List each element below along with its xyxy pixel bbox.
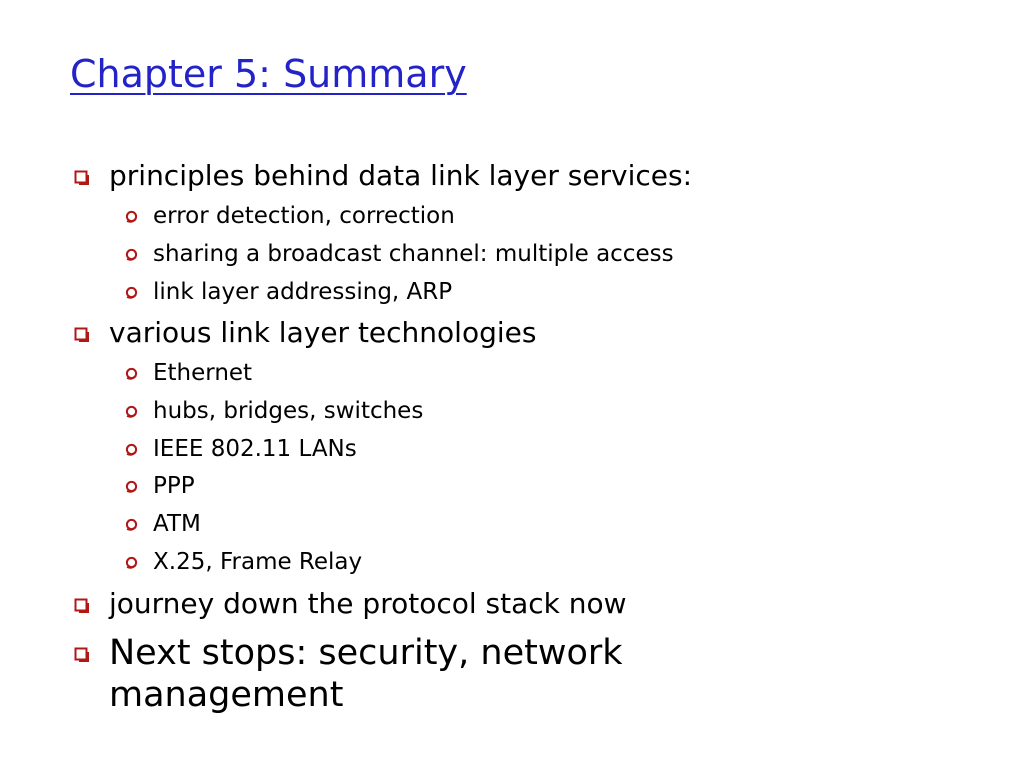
- bullet-text: Next stops: security, network management: [109, 633, 623, 715]
- sub-bullet-text: Ethernet: [153, 360, 253, 386]
- sub-bullet-item: [125, 509, 201, 539]
- bullet-text: principles behind data link layer services:: [109, 159, 693, 192]
- sub-bullet-item: [125, 239, 674, 269]
- sub-bullet-text: sharing a broadcast channel: multiple access: [153, 241, 674, 267]
- sub-bullet-text: PPP: [153, 473, 195, 499]
- slide-title: Chapter 5: Summary: [70, 52, 467, 96]
- sub-bullet-item: [125, 201, 455, 231]
- bullet-item: [74, 158, 692, 194]
- circle-bullet-icon: [125, 518, 138, 531]
- sub-bullet-item: [125, 471, 195, 501]
- square-bullet-icon: [74, 598, 90, 614]
- sub-bullet-text: IEEE 802.11 LANs: [153, 436, 357, 462]
- sub-bullet-text: hubs, bridges, switches: [153, 398, 424, 424]
- square-bullet-icon: [74, 170, 90, 186]
- bullet-item: [74, 315, 536, 351]
- circle-bullet-icon: [125, 405, 138, 418]
- circle-bullet-icon: [125, 210, 138, 223]
- bullet-item: [74, 632, 709, 716]
- circle-bullet-icon: [125, 367, 138, 380]
- sub-bullet-item: [125, 547, 362, 577]
- sub-bullet-item: [125, 358, 252, 388]
- sub-bullet-text: ATM: [153, 511, 201, 537]
- circle-bullet-icon: [125, 443, 138, 456]
- bullet-item: [74, 586, 627, 622]
- sub-bullet-text: error detection, correction: [153, 203, 455, 229]
- sub-bullet-item: [125, 434, 357, 464]
- sub-bullet-item: [125, 396, 423, 426]
- square-bullet-icon: [74, 327, 90, 343]
- circle-bullet-icon: [125, 286, 138, 299]
- bullet-text: various link layer technologies: [109, 316, 537, 349]
- sub-bullet-item: [125, 277, 452, 307]
- bullet-text: journey down the protocol stack now: [109, 587, 627, 620]
- circle-bullet-icon: [125, 556, 138, 569]
- sub-bullet-text: X.25, Frame Relay: [153, 549, 363, 575]
- square-bullet-icon: [74, 647, 90, 663]
- circle-bullet-icon: [125, 248, 138, 261]
- sub-bullet-text: link layer addressing, ARP: [153, 279, 453, 305]
- circle-bullet-icon: [125, 480, 138, 493]
